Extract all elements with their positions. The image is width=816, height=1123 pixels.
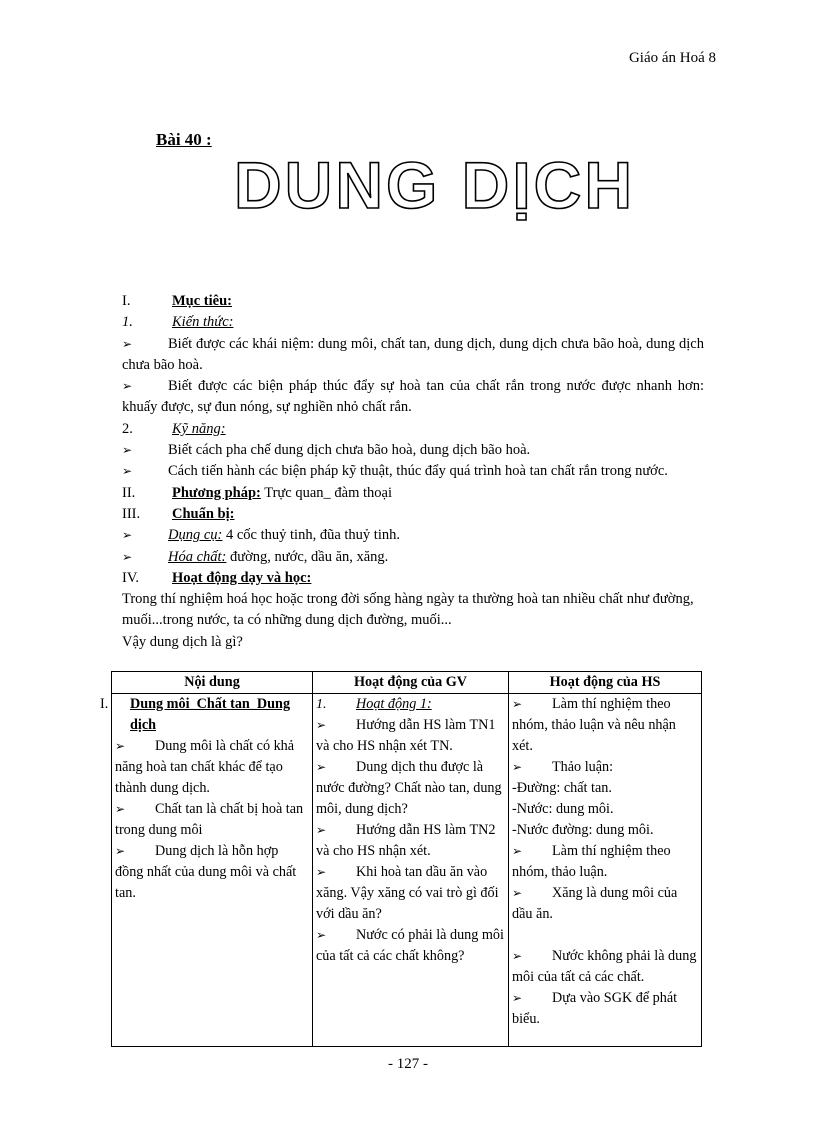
list-item: ➢ Dung dịch thu được là nước đường? Chất nào tan, dung môi, dung dịch? [316,759,502,817]
arrow-bullet-icon: ➢ [512,949,523,963]
arrow-bullet-icon: ➢ [316,865,327,879]
list-item: ➢ Dựa vào SGK để phát biểu. [512,990,678,1027]
table-header: Hoạt động của GV [313,672,509,694]
dash-item: -Nước đường: dung môi. [512,822,654,838]
list-item: ➢ Nước có phải là dung môi của tất cả các chất không? [316,927,504,964]
bullet-item: ➢ Dụng cụ: 4 cốc thuỷ tinh, đũa thuỷ tinh. [122,525,704,546]
section-number: I. [122,293,131,309]
teacher-cell [313,694,509,1047]
arrow-bullet-icon: ➢ [115,844,126,858]
list-item: ➢ Hướng dẫn HS làm TN2 và cho HS nhận xét. [316,822,496,859]
bullet-item: ➢ Cách tiến hành các biện pháp kỹ thuật, thúc đẩy quá trình hoà tan chất rắn trong nước. [122,461,704,482]
intro-paragraph: Trong thí nghiệm hoá học hoặc trong đời sống hàng ngày ta thường hoà tan nhiều chất như đường, muối...trong nước, ta có những dung dịch đường, muối... [122,591,694,629]
section-heading: Chuẩn bị: [172,505,235,522]
arrow-bullet-icon: ➢ [115,802,126,816]
arrow-bullet-icon: ➢ [512,697,523,711]
list-item: ➢ Dung môi là chất có khả năng hoà tan chất khác để tạo thành dung dịch. [115,738,295,796]
list-item: ➢ Nước không phải là dung môi của tất cả các chất. [512,948,697,985]
arrow-bullet-icon: ➢ [512,760,523,774]
lesson-title-text: DUNG DỊCH [234,150,635,222]
arrow-bullet-icon: ➢ [316,760,327,774]
dash-item: -Đường: chất tan. [512,780,612,796]
section-heading: Mục tiêu: [172,293,232,309]
lesson-table [100,671,702,1047]
list-item: ➢ Làm thí nghiệm theo nhóm, thảo luận. [512,843,671,880]
subsection-number: 1. [122,314,133,331]
lesson-label: Bài 40 : [156,130,212,149]
arrow-bullet-icon: ➢ [122,464,133,479]
list-item: ➢ Thảo luận: [512,757,698,778]
arrow-bullet-icon: ➢ [122,336,133,351]
arrow-bullet-icon: ➢ [512,991,523,1005]
section-heading: Hoạt động dạy và học: [172,569,312,586]
content-cell [100,694,313,1047]
page-header: Giáo án Hoá 8 [628,50,716,66]
section-heading: Phương pháp: [172,484,261,501]
list-item: ➢ Chất tan là chất bị hoà tan trong dung môi [115,801,304,838]
dash-item: -Nước: dung môi. [512,801,614,817]
list-item: ➢ Hướng dẫn HS làm TN1 và cho HS nhận xét TN. [316,717,496,754]
table-header: Nội dung [112,672,313,694]
list-item: ➢ Dung dịch là hỗn hợp đồng nhất của dung môi và chất tan. [115,843,297,901]
bullet-item: ➢ Biết được các biện pháp thúc đẩy sự hoà tan của chất rắn trong nước được nhanh hơn: khuấy được, sự đun nóng, sự nghiền nhỏ chất rắn. [122,378,704,416]
table-header: Hoạt động của HS [509,672,702,694]
arrow-bullet-icon: ➢ [316,823,327,837]
student-cell [509,694,702,1047]
method-text: Trực quan_ đàm thoại [260,484,392,501]
objectives-section [122,291,704,653]
bullet-item: ➢ Hóa chất: đường, nước, dầu ăn, xăng. [122,547,704,568]
list-item: ➢ Khi hoà tan dầu ăn vào xăng. Vậy xăng có vai trò gì đối với dầu ăn? [316,864,499,922]
table-row [112,694,702,1047]
arrow-bullet-icon: ➢ [122,528,133,543]
list-item: ➢ Xăng là dung môi của dầu ăn. [512,885,678,922]
intro-question: Vậy dung dịch là gì? [122,633,243,650]
subsection-number: 2. [122,420,133,437]
activity-heading: 1. Hoạt động 1: [316,696,432,712]
bullet-item: ➢ Biết cách pha chế dung dịch chưa bão hoà, dung dịch bão hoà. [122,440,704,461]
arrow-bullet-icon: ➢ [122,549,133,564]
arrow-bullet-icon: ➢ [115,739,126,753]
lesson-title [230,150,730,230]
arrow-bullet-icon: ➢ [512,886,523,900]
subsection-heading: Kiến thức: [172,314,234,331]
content-heading: I. Dung môi_Chất tan_Dung dịch [100,696,291,733]
arrow-bullet-icon: ➢ [122,379,133,394]
arrow-bullet-icon: ➢ [512,844,523,858]
arrow-bullet-icon: ➢ [316,718,327,732]
section-number: IV. [122,569,140,586]
bullet-item: ➢ Biết được các khái niệm: dung môi, chất tan, dung dịch, dung dịch chưa bão hoà, dung dịch chưa bão hoà. [122,335,704,373]
table-header-row [112,672,702,694]
section-number: II. [122,484,136,501]
arrow-bullet-icon: ➢ [122,443,133,458]
subsection-heading: Kỹ năng: [172,420,226,437]
list-item: ➢ Làm thí nghiệm theo nhóm, thảo luận và nêu nhận xét. [512,696,676,754]
arrow-bullet-icon: ➢ [316,928,327,942]
section-number: III. [122,505,141,522]
page-number: - 127 - [388,1056,428,1072]
